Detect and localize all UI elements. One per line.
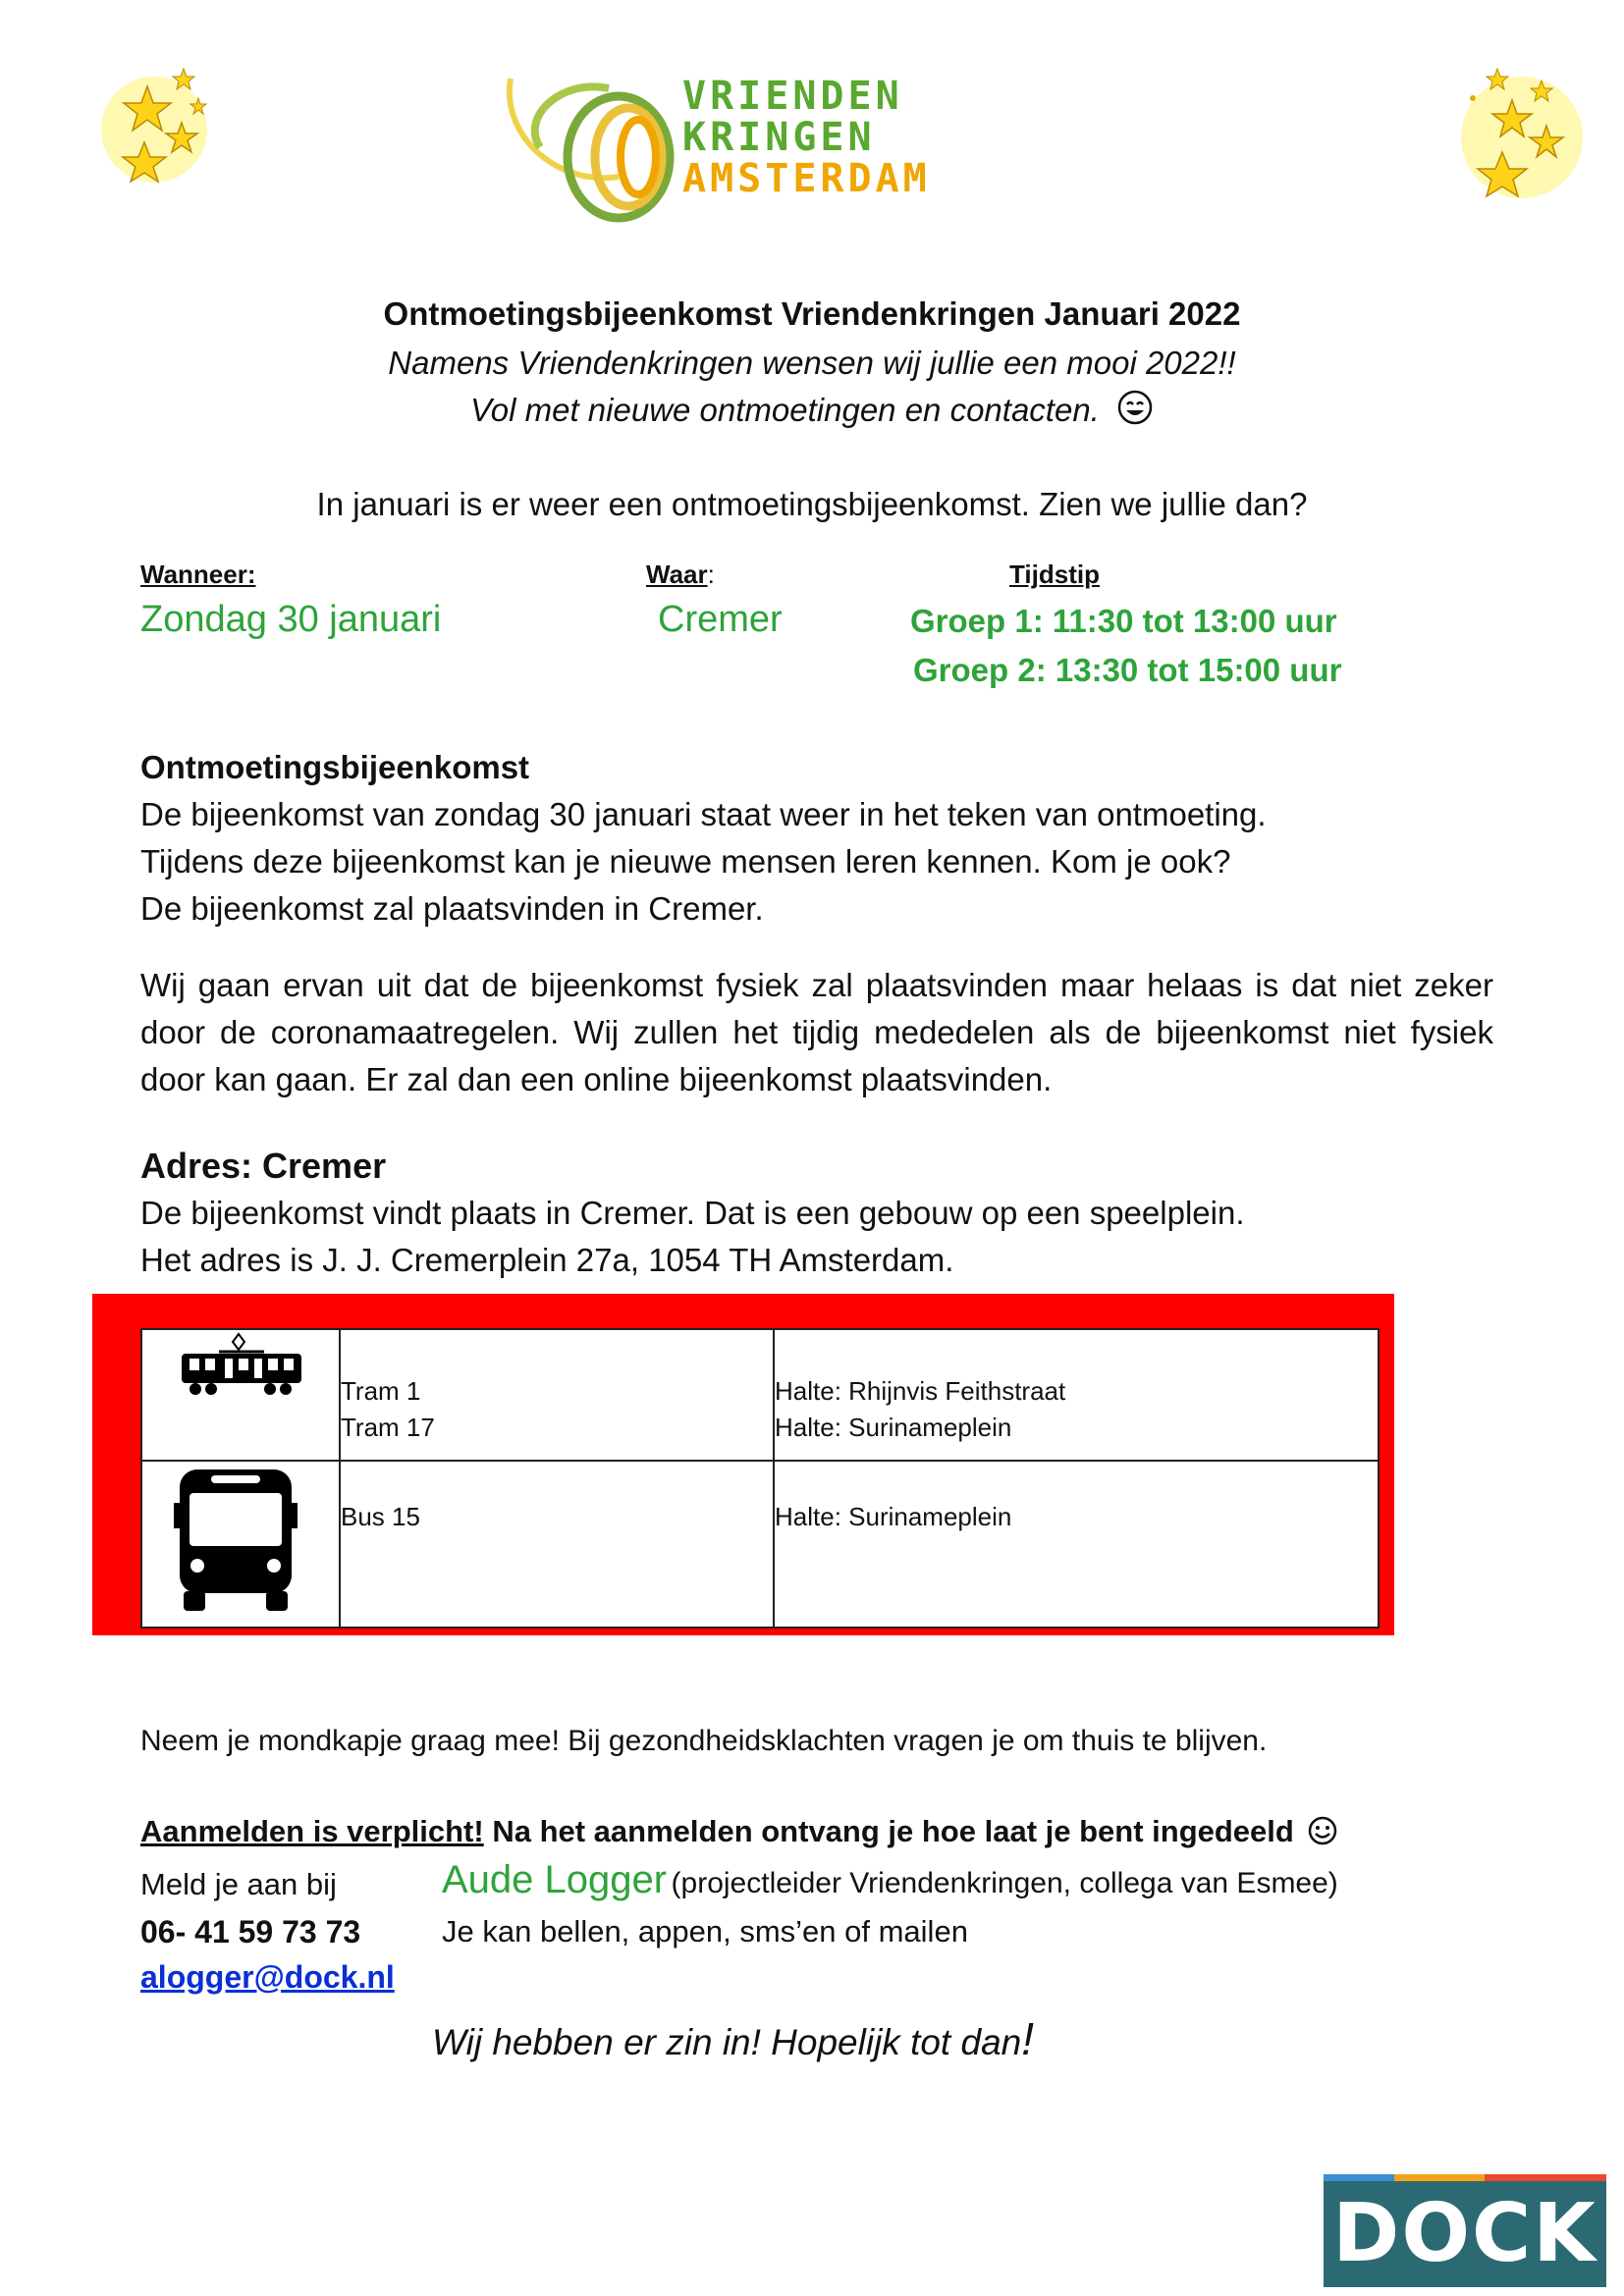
contact-line — [442, 1855, 1338, 1913]
closing-text: Wij hebben er zin in! Hopelijk tot dan — [432, 2022, 1022, 2062]
register-line — [140, 1810, 1337, 1857]
bus-icon — [172, 1466, 339, 1623]
corona-paragraph: Wij gaan ervan uit dat de bijeenkomst fysiek zal plaatsvinden maar helaas is dat niet zeker door de coronamaatregelen. Wij zullen het tijdig mededelen als de bijeenkomst niet fysiek door kan gaan. Er zal dan een online bijeenkomst plaatsvinden. — [140, 967, 1493, 1097]
meeting-heading: Ontmoetingsbijeenkomst — [140, 749, 530, 785]
phone-number[interactable]: 06- 41 59 73 73 — [140, 1914, 361, 1949]
table-row — [141, 1329, 1379, 1461]
group-2-time: Groep 2: 13:30 tot 15:00 uur — [913, 652, 1342, 688]
bus-line: Bus 15 — [341, 1502, 420, 1531]
transit-table — [140, 1328, 1380, 1629]
tram-stop-1: Halte: Rhijnvis Feithstraat — [775, 1376, 1066, 1406]
where-value: Cremer — [658, 599, 783, 640]
table-cell — [340, 1461, 774, 1628]
table-row — [141, 1461, 1379, 1628]
meeting-line-1: De bijeenkomst van zondag 30 januari staat weer in het teken van ontmoeting. — [140, 796, 1267, 832]
where-label-colon: : — [707, 560, 715, 589]
wish-line-2: Vol met nieuwe ontmoetingen en contacten. — [469, 392, 1100, 429]
contact-role: (projectleider Vriendenkringen, collega van Esmee) — [671, 1867, 1338, 1899]
page-title: Ontmoetingsbijeenkomst Vriendenkringen Januari 2022 — [383, 295, 1241, 332]
wish-line-2-container — [0, 389, 1624, 437]
when-value: Zondag 30 januari — [140, 599, 442, 640]
group-1-time: Groep 1: 11:30 tot 13:00 uur — [910, 603, 1337, 639]
meeting-line-3: De bijeenkomst zal plaatsvinden in Cremer. — [140, 890, 764, 927]
tram-line-1: Tram 1 — [341, 1376, 421, 1406]
when-label: Wanneer: — [140, 560, 256, 589]
table-cell — [774, 1461, 1379, 1628]
mask-notice: Neem je mondkapje graag mee! Bij gezondheidsklachten vragen je om thuis te blijven. — [140, 1725, 1268, 1757]
time-label: Tijdstip — [1009, 560, 1100, 589]
logo-line-3: AMSTERDAM — [682, 156, 931, 201]
where-label: Waar — [646, 560, 708, 589]
contact-name: Aude Logger — [442, 1858, 668, 1901]
logo-line-2: KRINGEN — [682, 115, 876, 160]
closing-mark: ! — [1021, 2013, 1035, 2064]
dock-logo — [1324, 2171, 1606, 2287]
tram-line-2: Tram 17 — [341, 1413, 435, 1442]
bus-stop: Halte: Surinameplein — [775, 1502, 1012, 1531]
register-after: Na het aanmelden ontvang je hoe laat je bent ingedeeld — [483, 1814, 1294, 1848]
tram-stop-2: Halte: Surinameplein — [775, 1413, 1012, 1442]
dock-logo-bar — [1324, 2171, 1606, 2181]
address-line-1: De bijeenkomst vindt plaats in Cremer. Dat is een gebouw op een speelplein. — [140, 1195, 1245, 1231]
table-cell — [141, 1461, 340, 1628]
closing-line — [432, 2014, 1034, 2067]
address-heading: Adres: Cremer — [140, 1146, 387, 1186]
swirl-logo-icon — [481, 59, 697, 226]
tram-icon — [180, 1332, 339, 1411]
logo — [481, 59, 1011, 226]
address-line-2: Het adres is J. J. Cremerplein 27a, 1054 TH Amsterdam. — [140, 1242, 954, 1278]
wish-line-1: Namens Vriendenkringen wensen wij jullie een mooi 2022!! — [388, 345, 1236, 381]
meld-label: Meld je aan bij — [140, 1867, 337, 1901]
table-cell — [141, 1329, 340, 1461]
table-cell — [340, 1329, 774, 1461]
invite-text: In januari is er weer een ontmoetingsbijeenkomst. Zien we jullie dan? — [316, 486, 1308, 522]
email-link[interactable]: alogger@dock.nl — [140, 1959, 395, 1995]
contact-methods: Je kan bellen, appen, sms’en of mailen — [442, 1914, 968, 1949]
logo-line-1: VRIENDEN — [682, 74, 903, 119]
where-label-container — [646, 560, 715, 590]
dock-logo-text: DOCK — [1324, 2181, 1606, 2287]
register-required: Aanmelden is verplicht! — [140, 1814, 484, 1848]
stars-decoration-right — [1443, 59, 1586, 206]
smiley-icon — [1308, 1814, 1337, 1857]
meeting-line-2: Tijdens deze bijeenkomst kan je nieuwe mensen leren kennen. Kom je ook? — [140, 843, 1231, 880]
smiley-icon — [1116, 389, 1154, 437]
table-cell — [774, 1329, 1379, 1461]
stars-decoration-left — [93, 59, 216, 187]
